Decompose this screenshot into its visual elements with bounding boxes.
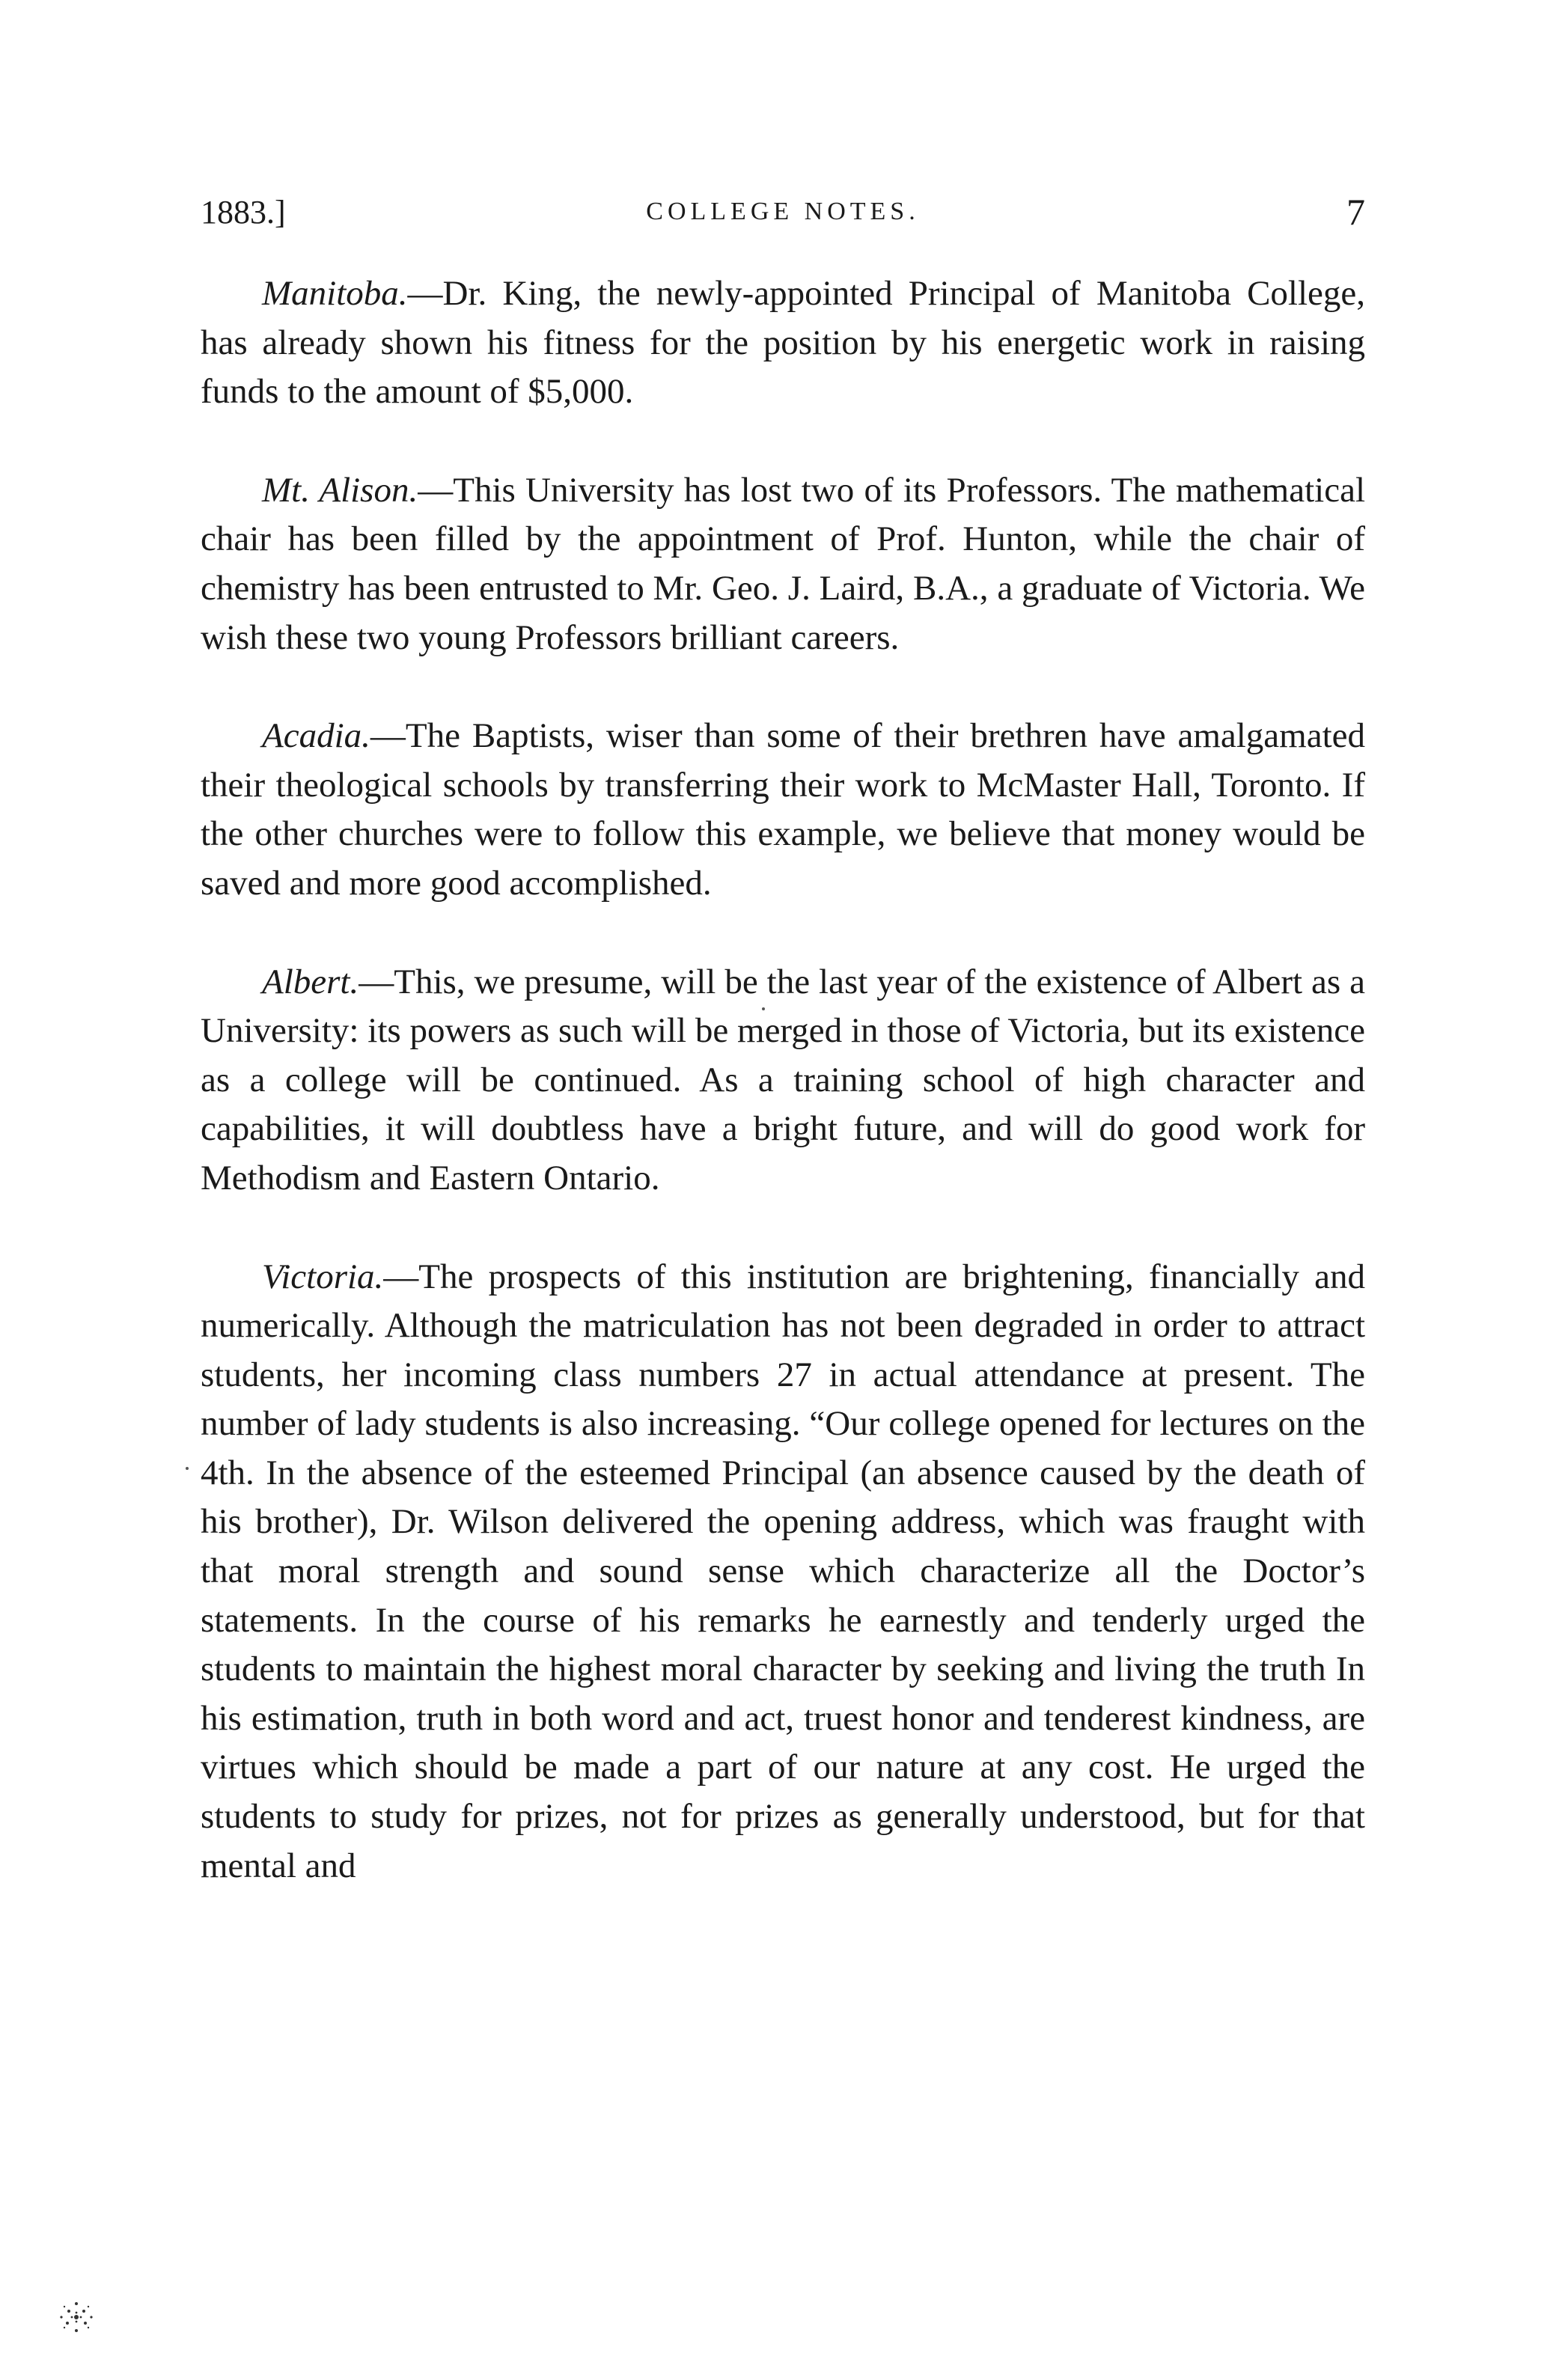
paragraph-heading: Mt. Alison. [262, 470, 418, 510]
paragraph-manitoba [201, 269, 1365, 417]
paragraph-victoria [201, 1253, 1365, 1891]
page-number: 7 [1346, 191, 1365, 233]
paragraph-heading: Albert. [262, 962, 359, 1001]
paragraph-heading: Acadia. [262, 716, 370, 756]
paragraph-heading: Manitoba. [262, 274, 408, 313]
printer-ornament-icon [46, 2290, 106, 2343]
scan-speck [186, 1467, 189, 1470]
paragraph-text: —Dr. King, the newly-appointed Principal of Manitoba College, has already shown his fitness for the position by his energetic work in raising funds to the amount of $5,000. [201, 274, 1365, 412]
paragraph-text: —This University has lost two of its Professors. The mathematical chair has been filled by the appointment of Prof. Hunton, while the chair of chemistry has been entrusted to Mr. Geo. J. Laird, B.A., a graduate of Victoria. We wish these two young Professors brilliant careers. [201, 470, 1365, 657]
paragraph-text: —This, we presume, will be the last year of the existence of Albert as a University: its powers as such will be merged in those of Victoria, but its existence as a college will be continued. As a training school of high character and capabilities, it will doubtless have a bright future, and will do good work for Methodism and Eastern Ontario. [201, 962, 1365, 1197]
page-header [201, 193, 1365, 238]
header-year: 1883.] [201, 194, 286, 231]
paragraph-mt-alison [201, 466, 1365, 662]
paragraph-acadia [201, 712, 1365, 908]
running-title: COLLEGE NOTES. [646, 198, 920, 225]
scan-speck [762, 1007, 765, 1010]
paragraph-text: —The prospects of this institution are brightening, financially and numerically. Although the matriculation has not been degraded in order to attract students, her incoming class numbers 27 in actual attendance at present. The number of lady students is also increasing. “Our college opened for lectures on the 4th. In the absence of the esteemed Principal (an absence caused by the death of his brother), Dr. Wilson delivered the opening address, which was fraught with that moral strength and sound sense which characterize all the Doctor’s statements. In the course of his remarks he earnestly and tenderly urged the students to maintain the highest moral character by seeking and living the truth In his estimation, truth in both word and act, truest honor and tenderest kindness, are virtues which should be made a part of our nature at any cost. He urged the students to study for prizes, not for prizes as generally understood, but for that mental and [201, 1257, 1365, 1885]
article-body [201, 269, 1365, 1940]
paragraph-heading: Victoria. [262, 1257, 384, 1296]
paragraph-albert [201, 958, 1365, 1203]
paragraph-text: —The Baptists, wiser than some of their brethren have amalgamated their theological schools by transferring their work to McMaster Hall, Toronto. If the other churches were to follow this example, we believe that money would be saved and more good accomplished. [201, 716, 1365, 903]
